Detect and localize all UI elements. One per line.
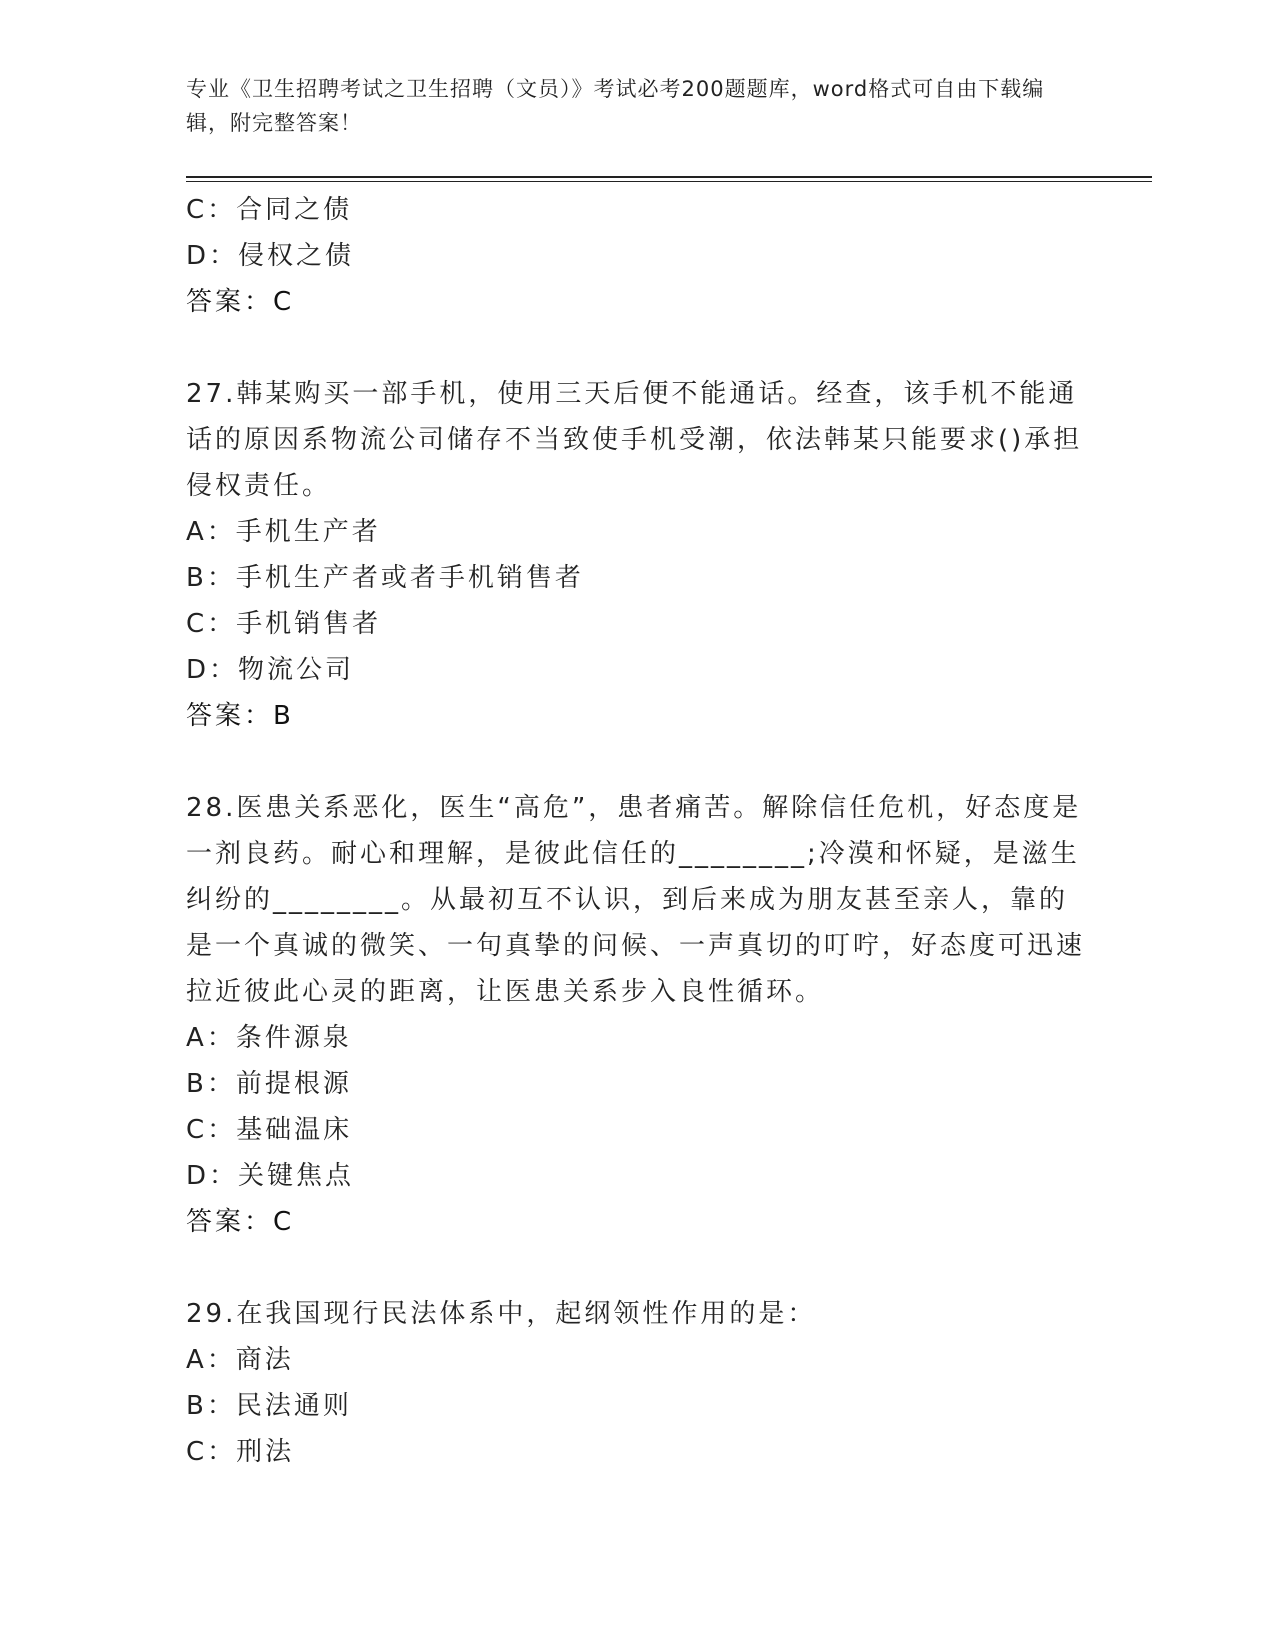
question-28-option-a: A：条件源泉 bbox=[186, 1023, 352, 1053]
question-27-option-c: C：手机销售者 bbox=[186, 609, 382, 639]
answer-line: 答案：C bbox=[186, 287, 295, 317]
question-27-option-b: B：手机生产者或者手机销售者 bbox=[186, 563, 584, 593]
question-29-option-c: C：刑法 bbox=[186, 1437, 295, 1467]
spacer bbox=[186, 1245, 1086, 1291]
question-27-option-a: A：手机生产者 bbox=[186, 517, 381, 547]
question-28-option-b: B：前提根源 bbox=[186, 1069, 352, 1099]
question-28-text: 28.医患关系恶化，医生“高危”，患者痛苦。解除信任危机，好态度是一剂良药。耐心和理解，是彼此信任的________;冷漠和怀疑，是滋生纠纷的________。从最初互不认识，到后来成为朋友甚至亲人，靠的是一个真诚的微笑、一句真挚的问候、一声真切的叮咛，好态度可迅速拉近彼此心灵的距离，让医患关系步入良性循环。 bbox=[186, 793, 1086, 1007]
spacer bbox=[186, 325, 1086, 371]
question-28-answer: 答案：C bbox=[186, 1207, 295, 1237]
spacer bbox=[186, 739, 1086, 785]
option-c: C：合同之债 bbox=[186, 195, 353, 225]
question-28-option-d: D：关键焦点 bbox=[186, 1161, 355, 1191]
question-29-text: 29.在我国现行民法体系中，起纲领性作用的是： bbox=[186, 1299, 817, 1329]
question-27-option-d: D：物流公司 bbox=[186, 655, 355, 685]
question-28-option-c: C：基础温床 bbox=[186, 1115, 353, 1145]
question-27-text: 27.韩某购买一部手机，使用三天后便不能通话。经查，该手机不能通话的原因系物流公司储存不当致使手机受潮，依法韩某只能要求()承担侵权责任。 bbox=[186, 379, 1083, 501]
question-content bbox=[186, 187, 1086, 1475]
question-27-answer: 答案：B bbox=[186, 701, 294, 731]
option-d: D：侵权之债 bbox=[186, 241, 355, 271]
header-rule-thin bbox=[186, 181, 1152, 182]
header-rule-thick bbox=[186, 176, 1152, 178]
question-29-option-b: B：民法通则 bbox=[186, 1391, 352, 1421]
question-29-option-a: A：商法 bbox=[186, 1345, 294, 1375]
page-header: 专业《卫生招聘考试之卫生招聘（文员）》考试必考200题题库，word格式可自由下载编辑，附完整答案！ bbox=[186, 77, 1045, 135]
